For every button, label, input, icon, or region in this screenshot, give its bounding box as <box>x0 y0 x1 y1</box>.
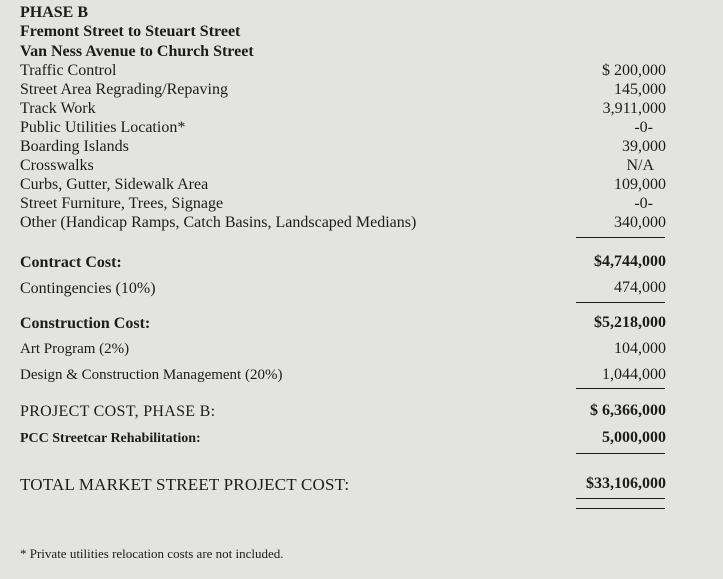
item-label-crosswalks: Crosswalks <box>20 157 94 174</box>
construction-cost-amount: $5,218,000 <box>594 314 666 331</box>
art-program-label: Art Program (2%) <box>20 341 130 357</box>
design-management-amount: 1,044,000 <box>602 366 666 383</box>
item-label-curbs: Curbs, Gutter, Sidewalk Area <box>20 176 209 193</box>
item-label-public-utilities: Public Utilities Location* <box>20 119 186 136</box>
item-label-boarding-islands: Boarding Islands <box>20 138 129 155</box>
total-cost-amount: $33,106,000 <box>586 475 666 492</box>
subtotal-rule <box>576 237 665 238</box>
segment-heading-2: Van Ness Avenue to Church Street <box>20 43 254 60</box>
pcc-rehab-amount: 5,000,000 <box>602 429 666 446</box>
construction-cost-label: Construction Cost: <box>20 315 151 332</box>
design-rule <box>576 388 665 389</box>
total-rule-2 <box>576 508 665 509</box>
contingencies-rule <box>576 302 665 303</box>
contingencies-amount: 474,000 <box>614 279 666 296</box>
contract-cost-label: Contract Cost: <box>20 254 122 271</box>
footnote: * Private utilities relocation costs are not included. <box>20 546 284 561</box>
item-amount-traffic-control: $ 200,000 <box>602 62 666 79</box>
item-label-track-work: Track Work <box>20 100 96 117</box>
item-amount-public-utilities: -0- <box>634 119 653 136</box>
contract-cost-amount: $4,744,000 <box>594 253 666 270</box>
item-label-street-furniture: Street Furniture, Trees, Signage <box>20 195 224 212</box>
item-label-other: Other (Handicap Ramps, Catch Basins, Landscaped Medians) <box>20 214 417 231</box>
item-amount-other: 340,000 <box>614 214 666 231</box>
item-amount-boarding-islands: 39,000 <box>622 138 666 155</box>
contingencies-label: Contingencies (10%) <box>20 280 156 297</box>
total-rule-1 <box>576 498 665 499</box>
phase-heading: PHASE B <box>20 4 89 21</box>
project-cost-amount: $ 6,366,000 <box>590 402 666 419</box>
pcc-rehab-label: PCC Streetcar Rehabilitation: <box>20 431 201 446</box>
item-amount-crosswalks: N/A <box>626 157 654 174</box>
total-cost-label: TOTAL MARKET STREET PROJECT COST: <box>20 475 350 494</box>
item-amount-curbs: 109,000 <box>614 176 666 193</box>
pcc-rule <box>576 453 665 454</box>
item-amount-track-work: 3,911,000 <box>602 100 666 117</box>
design-management-label: Design & Construction Management (20%) <box>20 367 283 383</box>
segment-heading-1: Fremont Street to Steuart Street <box>20 23 241 40</box>
item-label-regrading: Street Area Regrading/Repaving <box>20 81 228 98</box>
art-program-amount: 104,000 <box>614 340 666 357</box>
project-cost-label: PROJECT COST, PHASE B: <box>20 403 216 420</box>
item-amount-street-furniture: -0- <box>634 195 653 212</box>
item-label-traffic-control: Traffic Control <box>20 62 117 79</box>
item-amount-regrading: 145,000 <box>614 81 666 98</box>
